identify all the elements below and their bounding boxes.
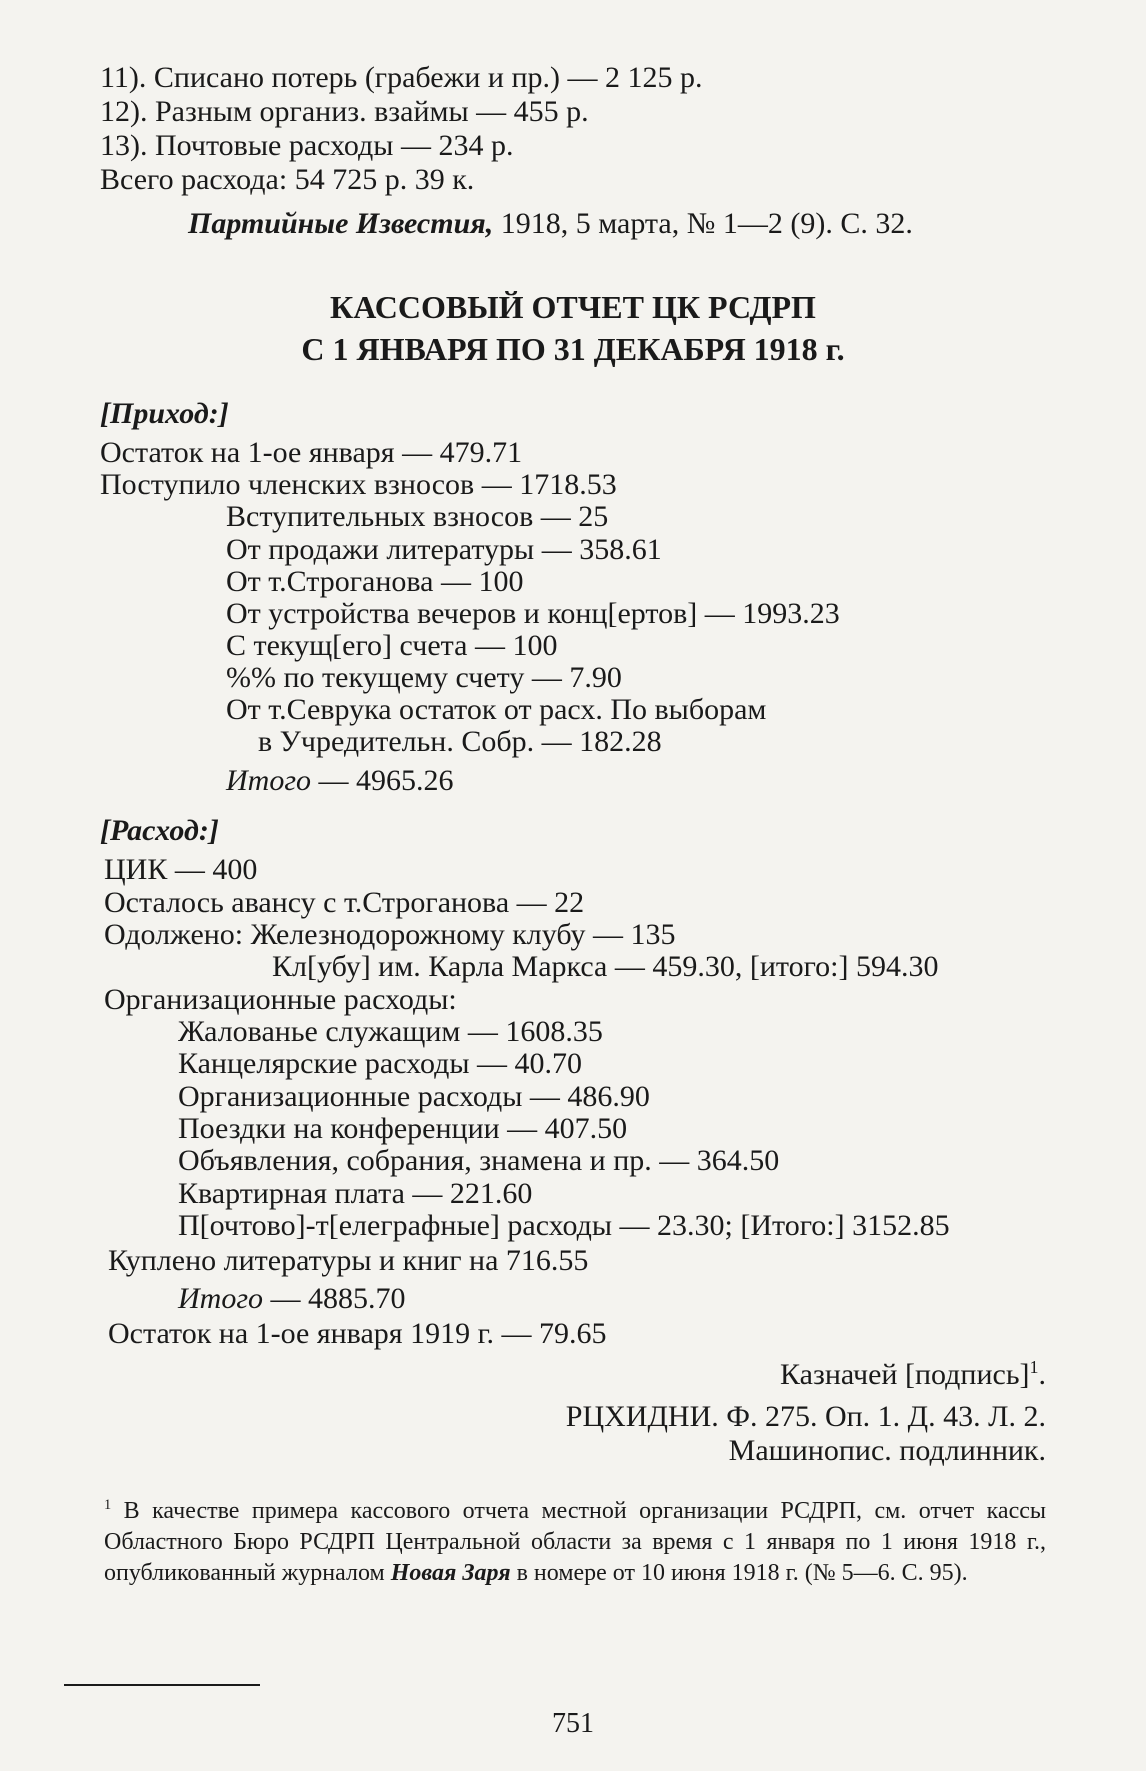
income-row: От т.Строганова — 100 bbox=[226, 565, 524, 598]
document-title-line-1: КАССОВЫЙ ОТЧЕТ ЦК РСДРП bbox=[330, 289, 816, 325]
income-heading: [Приход:] bbox=[100, 397, 229, 430]
expense-row: П[очтово]-т[елеграфные] расходы — 23.30; [Итого:] 3152.85 bbox=[178, 1209, 950, 1242]
expense-total-label: Итого bbox=[178, 1282, 264, 1315]
document-title-line-2: С 1 ЯНВАРЯ ПО 31 ДЕКАБРЯ 1918 г. bbox=[301, 331, 845, 367]
income-row: С текущ[его] счета — 100 bbox=[226, 629, 558, 662]
income-total-value: — 4965.26 bbox=[311, 764, 454, 797]
year-end-balance: Остаток на 1-ое января 1919 г. — 79.65 bbox=[108, 1317, 607, 1350]
expense-row: Поездки на конференции — 407.50 bbox=[178, 1112, 628, 1145]
source-journal: Партийные Известия, bbox=[188, 207, 494, 240]
source-citation bbox=[188, 207, 913, 241]
treasurer-signature: Казначей [подпись]$^1$. bbox=[780, 1357, 1046, 1391]
expense-total-value: — 4885.70 bbox=[263, 1282, 406, 1315]
expense-row: Одолжено: Железнодорожному клубу — 135 bbox=[104, 918, 676, 951]
expense-heading: [Расход:] bbox=[100, 814, 219, 847]
list-item-13: 13). Почтовые расходы — 234 р. bbox=[100, 129, 514, 162]
expense-row: Организационные расходы — 486.90 bbox=[178, 1080, 650, 1113]
income-row: От устройства вечеров и конц[ертов] — 1993.23 bbox=[226, 597, 840, 630]
archive-reference: РЦХИДНИ. Ф. 275. Оп. 1. Д. 43. Л. 2. bbox=[565, 1400, 1046, 1433]
footnote-text-start: В качестве примера кассового отчета местной организации РСДРП, см. отчет кассы Областного Бюро РСДРП Центральной области за время с 1 января по 1 июня 1918 г., опубликованный журналом bbox=[104, 1498, 1046, 1586]
income-row: Остаток на 1-ое января — 479.71 bbox=[100, 436, 523, 469]
footnote-mark: 1 bbox=[104, 1497, 112, 1513]
income-row: От т.Севрука остаток от расх. По выборам bbox=[226, 693, 767, 726]
expense-row: Жалованье служащим — 1608.35 bbox=[178, 1015, 603, 1048]
income-row: в Учредительн. Собр. — 182.28 bbox=[258, 725, 662, 758]
footnote-divider bbox=[64, 1684, 260, 1686]
total-expense-line: Всего расхода: 54 725 р. 39 к. bbox=[100, 163, 475, 196]
expense-row: Кл[убу] им. Карла Маркса — 459.30, [итого:] 594.30 bbox=[272, 950, 939, 983]
document-type: Машинопис. подлинник. bbox=[728, 1434, 1046, 1467]
expense-row: ЦИК — 400 bbox=[104, 853, 258, 886]
expense-row: Канцелярские расходы — 40.70 bbox=[178, 1047, 583, 1080]
expense-row: Организационные расходы: bbox=[104, 983, 457, 1016]
expense-row: Осталось авансу с т.Строганова — 22 bbox=[104, 886, 585, 919]
footnote-journal: Новая Заря bbox=[390, 1560, 511, 1586]
income-total bbox=[226, 764, 454, 798]
income-row: Вступительных взносов — 25 bbox=[226, 500, 609, 533]
source-details: 1918, 5 марта, № 1—2 (9). С. 32. bbox=[493, 207, 913, 240]
expense-total bbox=[178, 1282, 406, 1316]
expense-row: Объявления, собрания, знамена и пр. — 364.50 bbox=[178, 1144, 780, 1177]
income-row: От продажи литературы — 358.61 bbox=[226, 533, 662, 566]
footnote bbox=[104, 1496, 1046, 1589]
expense-row: Куплено литературы и книг на 716.55 bbox=[108, 1244, 589, 1277]
income-row: %% по текущему счету — 7.90 bbox=[226, 661, 622, 694]
footnote-reference: 1 bbox=[1029, 1357, 1039, 1377]
list-item-12: 12). Разным организ. взаймы — 455 р. bbox=[100, 95, 589, 128]
page-number: 751 bbox=[552, 1708, 594, 1739]
expense-row: Квартирная плата — 221.60 bbox=[178, 1177, 533, 1210]
treasurer-label: Казначей [подпись] bbox=[780, 1358, 1030, 1391]
income-total-label: Итого bbox=[226, 764, 312, 797]
footnote-text-end: в номере от 10 июня 1918 г. (№ 5—6. С. 95). bbox=[510, 1560, 968, 1586]
list-item-11: 11). Списано потерь (грабежи и пр.) — 2 125 р. bbox=[100, 61, 703, 94]
income-row: Поступило членских взносов — 1718.53 bbox=[100, 468, 617, 501]
